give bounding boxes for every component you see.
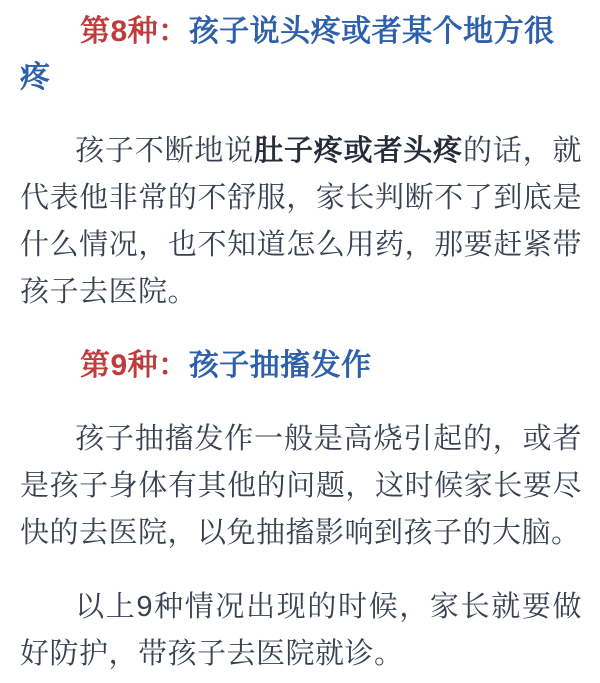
paragraph-text: 孩子抽搐发作一般是高烧引起的，或者是孩子身体有其他的问题，这时候家长要尽快的去医院，以免抽搐影响到孩子的大脑。 <box>20 423 582 549</box>
section-9-title: 孩子抽搐发作 <box>188 349 372 382</box>
section-8-paragraph <box>20 128 582 316</box>
paragraph-text: 孩子不断地说 <box>75 135 255 167</box>
section-8-heading <box>20 9 582 101</box>
section-8-number: 第8种： <box>80 15 189 48</box>
section-9-heading <box>20 343 582 389</box>
section-9-number: 第9种： <box>80 349 189 382</box>
paragraph-text: 以上9种情况出现的时候，家长就要做好防护，带孩子去医院就诊。 <box>20 591 582 670</box>
paragraph-text: 的话，就代表他非常的不舒服，家长判断不了到底是什么情况，也不知道怎么用药，那要赶紧带孩子去医院。 <box>20 135 582 308</box>
paragraph-bold-text: 肚子疼或者头疼 <box>254 135 463 167</box>
closing-paragraph <box>20 584 582 678</box>
section-9-paragraph <box>20 416 582 557</box>
section-8-title: 孩子说头疼或者某个地方很疼 <box>20 15 555 94</box>
